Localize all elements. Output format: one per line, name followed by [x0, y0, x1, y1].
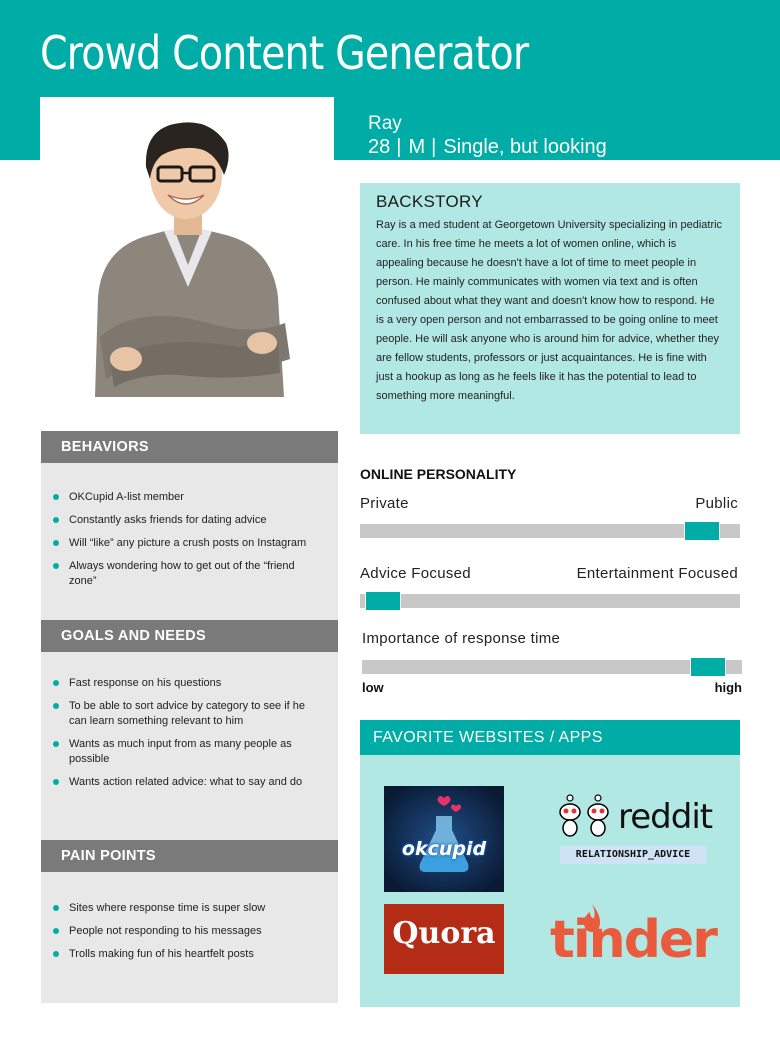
scale1-left-label: Private — [360, 495, 409, 512]
scale2-right-label: Entertainment Focused — [576, 565, 738, 582]
backstory-panel — [360, 183, 740, 434]
reddit-subreddit: RELATIONSHIP_ADVICE — [560, 846, 706, 864]
persona-status: Single, but looking — [443, 136, 607, 158]
online-personality-title: ONLINE PERSONALITY — [360, 466, 517, 482]
list-item: Sites where response time is super slow — [69, 901, 320, 916]
list-item: Wants action related advice: what to say and do — [69, 775, 320, 790]
reddit-wordmark: reddit — [618, 797, 713, 837]
list-item: To be able to sort advice by category to see if he can learn something relevant to him — [69, 699, 320, 729]
bullet-dot-icon — [53, 563, 59, 569]
reddit-logo — [556, 792, 716, 872]
okcupid-wordmark: okcupid — [401, 838, 487, 860]
behaviors-title: BEHAVIORS — [41, 431, 338, 463]
goals-list — [41, 652, 338, 790]
meta-separator: | — [396, 136, 402, 158]
scale2-track — [360, 594, 740, 608]
bullet-dot-icon — [53, 680, 59, 686]
list-item: Always wondering how to get out of the “friend zone” — [69, 559, 320, 589]
pain-points-list — [41, 872, 338, 962]
response-time-label: Importance of response time — [362, 630, 561, 647]
scale2-marker — [365, 591, 401, 611]
persona-meta — [368, 136, 607, 159]
behaviors-section — [41, 431, 338, 621]
tinder-wordmark: tinder — [550, 910, 716, 970]
list-item: Trolls making fun of his heartfelt posts — [69, 947, 320, 962]
persona-illustration — [40, 97, 334, 397]
behaviors-list — [41, 463, 338, 589]
pain-points-title: PAIN POINTS — [41, 840, 338, 872]
reddit-alien-icon — [556, 792, 616, 840]
list-item: People not responding to his messages — [69, 924, 320, 939]
favorites-panel — [360, 720, 740, 1007]
backstory-text: Ray is a med student at Georgetown University specializing in pediatric care. In his free time he meets a lot of women online, which is appealing because he doesn't have a lot of time to meet people in person. He mainly communicates with women via text and is often confused about what they want and doesn't know how to respond. He is a very open person and not embarrassed to be going online to meet people. He will ask anyone who is around him for advice, whether they are fellow students, professors or just acquaintances. He is fine with just a hookup as long as he feels like it has the potential to lead to something more meaningful. — [376, 219, 723, 402]
quora-logo — [384, 904, 504, 974]
persona-photo — [40, 97, 334, 397]
scale2-left-label: Advice Focused — [360, 565, 471, 582]
bullet-dot-icon — [53, 905, 59, 911]
meta-separator: | — [431, 136, 437, 158]
response-time-track — [362, 660, 742, 674]
list-item: OKCupid A-list member — [69, 490, 320, 505]
favorites-title: FAVORITE WEBSITES / APPS — [360, 720, 740, 755]
bullet-dot-icon — [53, 703, 59, 709]
scale1-track — [360, 524, 740, 538]
list-item: Constantly asks friends for dating advice — [69, 513, 320, 528]
response-time-high: high — [714, 680, 742, 695]
persona-gender: M — [408, 136, 426, 158]
list-item: Wants as much input from as many people as possible — [69, 737, 320, 767]
bullet-dot-icon — [53, 779, 59, 785]
page-title: Crowd Content Generator — [40, 26, 529, 80]
bullet-dot-icon — [53, 517, 59, 523]
list-item: Fast response on his questions — [69, 676, 320, 691]
scale1-right-label: Public — [695, 495, 738, 512]
pain-points-section — [41, 840, 338, 1003]
scale1-marker — [684, 521, 720, 541]
okcupid-logo — [384, 786, 504, 892]
bullet-dot-icon — [53, 741, 59, 747]
tinder-logo — [550, 904, 720, 974]
bullet-dot-icon — [53, 951, 59, 957]
list-item: Will “like” any picture a crush posts on Instagram — [69, 536, 320, 551]
bullet-dot-icon — [53, 540, 59, 546]
goals-section — [41, 620, 338, 841]
goals-title: GOALS AND NEEDS — [41, 620, 338, 652]
backstory-title: BACKSTORY — [376, 192, 483, 211]
persona-name: Ray — [368, 113, 402, 134]
bullet-dot-icon — [53, 928, 59, 934]
response-time-marker — [690, 657, 726, 677]
persona-age: 28 — [368, 136, 391, 158]
bullet-dot-icon — [53, 494, 59, 500]
response-time-low: low — [362, 680, 384, 695]
quora-wordmark: Quora — [392, 916, 496, 951]
